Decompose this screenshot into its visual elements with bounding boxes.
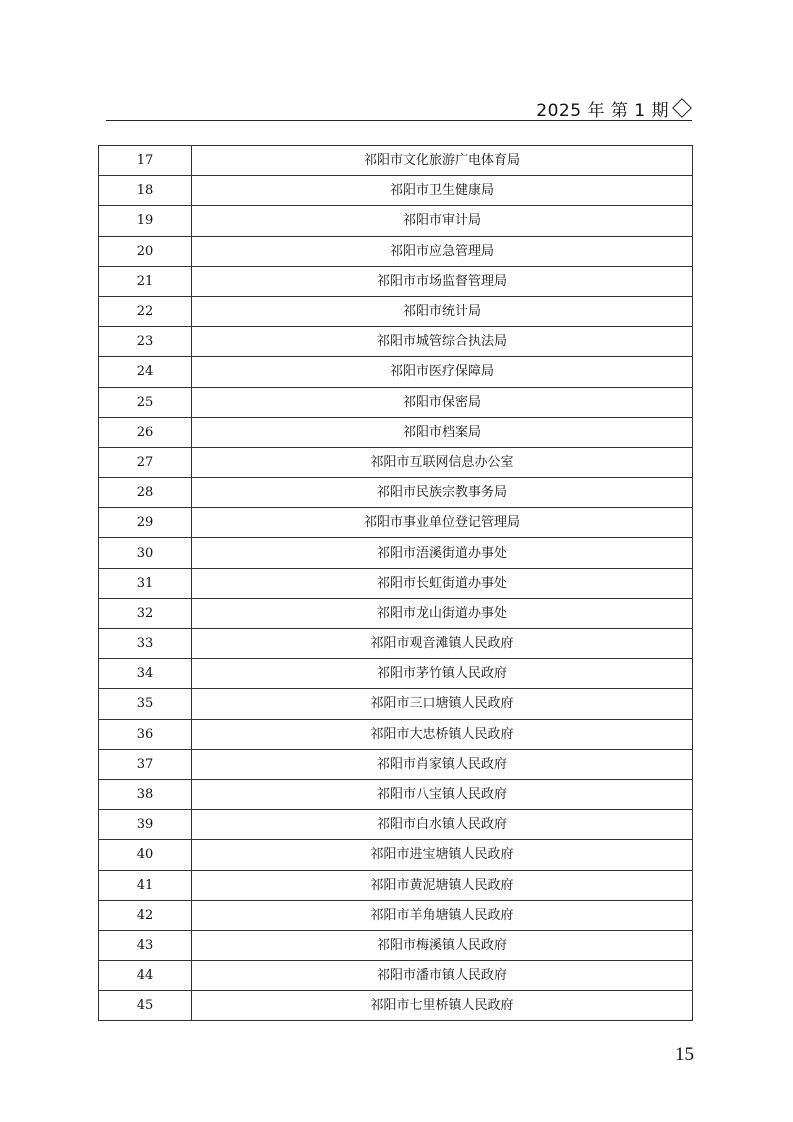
- row-number: 30: [99, 538, 192, 568]
- row-number: 19: [99, 206, 192, 236]
- organization-name: 祁阳市潘市镇人民政府: [192, 961, 693, 991]
- issue-text: 2025 年 第 1 期: [536, 101, 669, 121]
- organization-name: 祁阳市肖家镇人民政府: [192, 749, 693, 779]
- organization-name: 祁阳市市场监督管理局: [192, 266, 693, 296]
- row-number: 24: [99, 357, 192, 387]
- organization-table: [98, 145, 693, 1021]
- table-row: [99, 266, 693, 296]
- organization-name: 祁阳市浯溪街道办事处: [192, 538, 693, 568]
- row-number: 45: [99, 991, 192, 1021]
- row-number: 43: [99, 930, 192, 960]
- organization-name: 祁阳市黄泥塘镇人民政府: [192, 870, 693, 900]
- row-number: 31: [99, 568, 192, 598]
- row-number: 18: [99, 176, 192, 206]
- organization-name: 祁阳市八宝镇人民政府: [192, 779, 693, 809]
- table-row: [99, 719, 693, 749]
- row-number: 37: [99, 749, 192, 779]
- row-number: 36: [99, 719, 192, 749]
- table-row: [99, 991, 693, 1021]
- table-row: [99, 206, 693, 236]
- row-number: 38: [99, 779, 192, 809]
- row-number: 17: [99, 146, 192, 176]
- organization-name: 祁阳市档案局: [192, 417, 693, 447]
- page-number: 15: [675, 1044, 694, 1065]
- row-number: 26: [99, 417, 192, 447]
- row-number: 33: [99, 629, 192, 659]
- row-number: 25: [99, 387, 192, 417]
- row-number: 21: [99, 266, 192, 296]
- row-number: 39: [99, 810, 192, 840]
- organization-name: 祁阳市审计局: [192, 206, 693, 236]
- row-number: 34: [99, 659, 192, 689]
- table-row: [99, 538, 693, 568]
- organization-name: 祁阳市观音滩镇人民政府: [192, 629, 693, 659]
- row-number: 35: [99, 689, 192, 719]
- table-row: [99, 598, 693, 628]
- table-row: [99, 930, 693, 960]
- table-row: [99, 568, 693, 598]
- table-row: [99, 387, 693, 417]
- table-row: [99, 629, 693, 659]
- table-row: [99, 779, 693, 809]
- organization-name: 祁阳市文化旅游广电体育局: [192, 146, 693, 176]
- row-number: 22: [99, 296, 192, 326]
- table-row: [99, 327, 693, 357]
- organization-name: 祁阳市长虹街道办事处: [192, 568, 693, 598]
- running-header: [106, 92, 692, 121]
- organization-name: 祁阳市大忠桥镇人民政府: [192, 719, 693, 749]
- table-row: [99, 870, 693, 900]
- row-number: 41: [99, 870, 192, 900]
- organization-name: 祁阳市保密局: [192, 387, 693, 417]
- table-row: [99, 508, 693, 538]
- diamond-icon: [672, 98, 692, 118]
- organization-name: 祁阳市应急管理局: [192, 236, 693, 266]
- table-row: [99, 749, 693, 779]
- table-body: [99, 146, 693, 1021]
- issue-label: [536, 96, 692, 121]
- row-number: 32: [99, 598, 192, 628]
- table-row: [99, 810, 693, 840]
- organization-name: 祁阳市卫生健康局: [192, 176, 693, 206]
- table-row: [99, 961, 693, 991]
- row-number: 20: [99, 236, 192, 266]
- row-number: 27: [99, 447, 192, 477]
- organization-name: 祁阳市三口塘镇人民政府: [192, 689, 693, 719]
- table-row: [99, 176, 693, 206]
- organization-name: 祁阳市进宝塘镇人民政府: [192, 840, 693, 870]
- row-number: 29: [99, 508, 192, 538]
- row-number: 44: [99, 961, 192, 991]
- organization-name: 祁阳市白水镇人民政府: [192, 810, 693, 840]
- table-row: [99, 447, 693, 477]
- row-number: 40: [99, 840, 192, 870]
- table-row: [99, 840, 693, 870]
- row-number: 23: [99, 327, 192, 357]
- table-row: [99, 478, 693, 508]
- organization-name: 祁阳市七里桥镇人民政府: [192, 991, 693, 1021]
- organization-name: 祁阳市互联网信息办公室: [192, 447, 693, 477]
- table-row: [99, 296, 693, 326]
- table-row: [99, 146, 693, 176]
- table-row: [99, 357, 693, 387]
- organization-name: 祁阳市梅溪镇人民政府: [192, 930, 693, 960]
- organization-name: 祁阳市羊角塘镇人民政府: [192, 900, 693, 930]
- table-row: [99, 417, 693, 447]
- table-row: [99, 236, 693, 266]
- table-row: [99, 900, 693, 930]
- organization-name: 祁阳市医疗保障局: [192, 357, 693, 387]
- organization-name: 祁阳市事业单位登记管理局: [192, 508, 693, 538]
- organization-name: 祁阳市民族宗教事务局: [192, 478, 693, 508]
- organization-name: 祁阳市龙山街道办事处: [192, 598, 693, 628]
- organization-name: 祁阳市茅竹镇人民政府: [192, 659, 693, 689]
- table-row: [99, 659, 693, 689]
- row-number: 28: [99, 478, 192, 508]
- organization-name: 祁阳市城管综合执法局: [192, 327, 693, 357]
- table-row: [99, 689, 693, 719]
- organization-name: 祁阳市统计局: [192, 296, 693, 326]
- row-number: 42: [99, 900, 192, 930]
